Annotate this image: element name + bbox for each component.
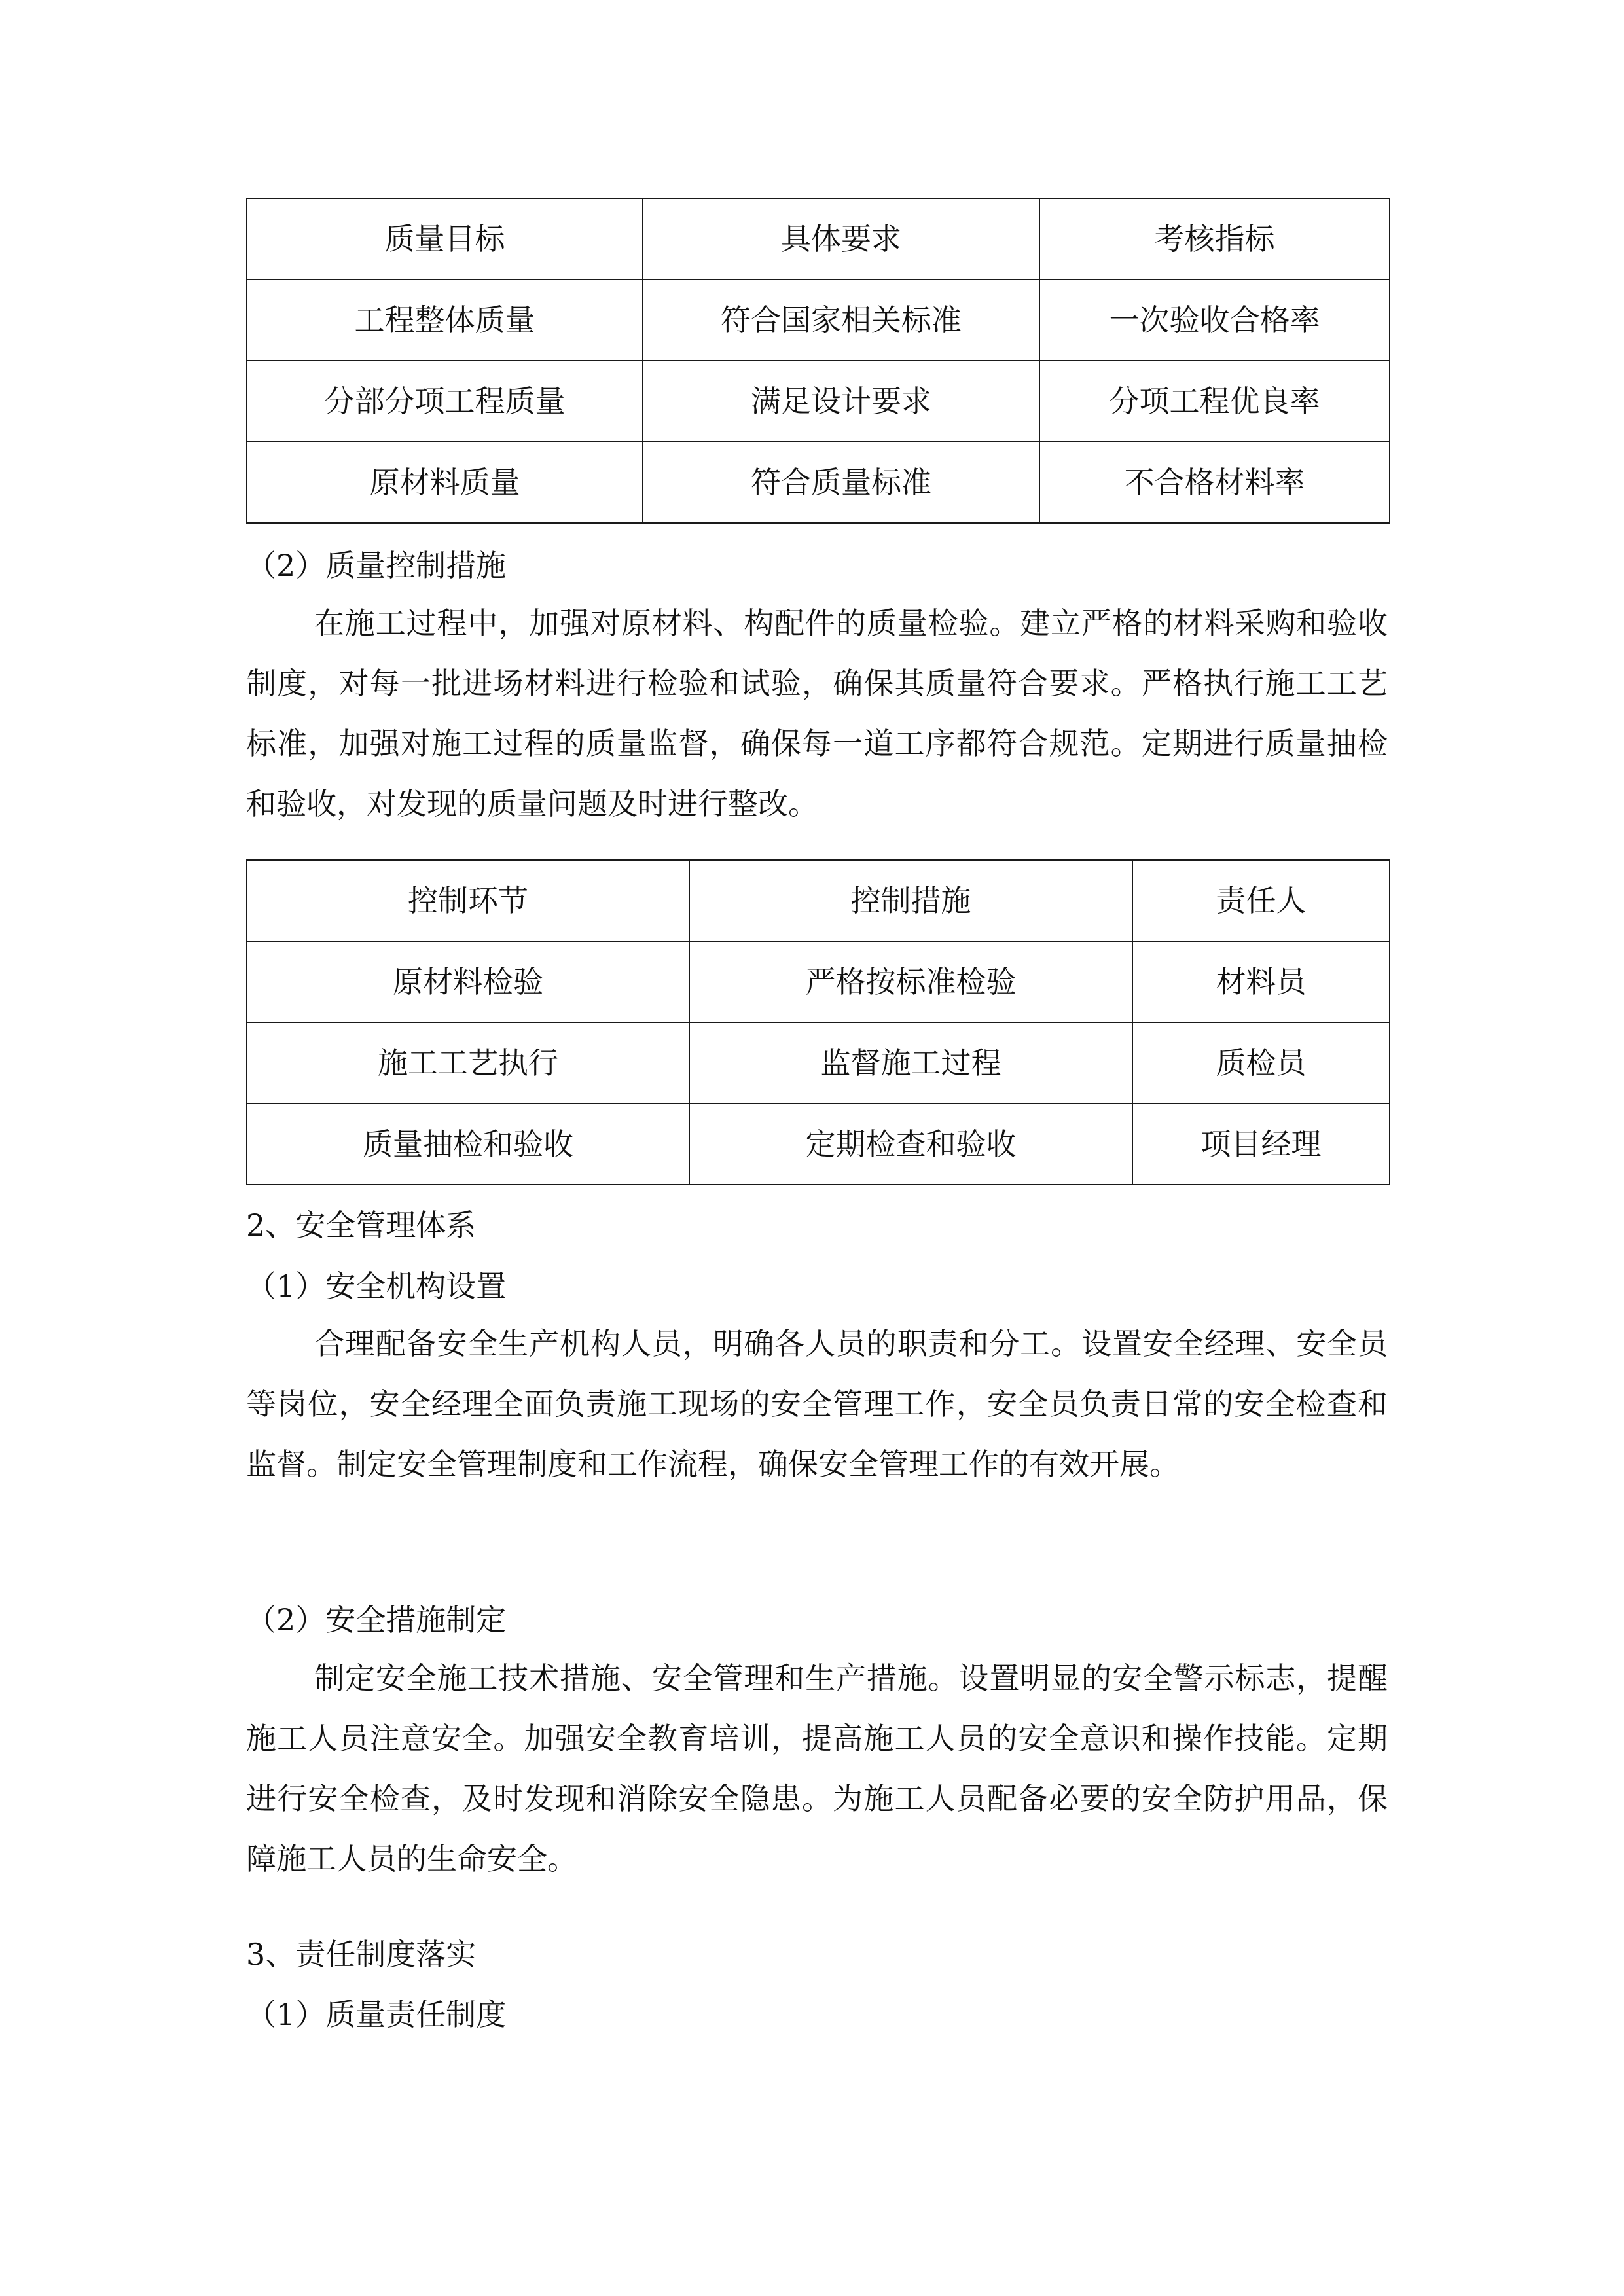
table-row — [247, 442, 1390, 523]
table-cell: 质量抽检和验收 — [247, 1103, 689, 1185]
table-cell: 定期检查和验收 — [689, 1103, 1132, 1185]
safety-system-heading: 2、安全管理体系 — [246, 1208, 477, 1243]
table-cell: 符合国家相关标准 — [643, 279, 1039, 361]
table-cell: 项目经理 — [1132, 1103, 1390, 1185]
table-cell: 一次验收合格率 — [1039, 279, 1390, 361]
table-cell: 符合质量标准 — [643, 442, 1039, 523]
table-header-cell: 控制措施 — [689, 860, 1132, 941]
safety-org-paragraph: 合理配备安全生产机构人员，明确各人员的职责和分工。设置安全经理、安全员等岗位，安全经理全面负责施工现场的安全管理工作，安全员负责日常的安全检查和监督。制定安全管理制度和工作流程，确保安全管理工作的有效开展。 — [246, 1326, 1388, 1482]
control-measures-table — [246, 859, 1390, 1185]
table-cell: 原材料检验 — [247, 941, 689, 1022]
table-cell: 原材料质量 — [247, 442, 643, 523]
table-cell: 质检员 — [1132, 1022, 1390, 1103]
table-header-cell: 考核指标 — [1039, 198, 1390, 279]
table-row — [247, 941, 1390, 1022]
table-cell: 分项工程优良率 — [1039, 361, 1390, 442]
table-header-cell: 控制环节 — [247, 860, 689, 941]
table-row — [247, 361, 1390, 442]
table-cell: 材料员 — [1132, 941, 1390, 1022]
quality-control-heading: （2）质量控制措施 — [246, 548, 507, 583]
table-cell: 监督施工过程 — [689, 1022, 1132, 1103]
quality-control-paragraph: 在施工过程中，加强对原材料、构配件的质量检验。建立严格的材料采购和验收制度，对每一批进场材料进行检验和试验，确保其质量符合要求。严格执行施工工艺标准，加强对施工过程的质量监督，确保每一道工序都符合规范。定期进行质量抽检和验收，对发现的质量问题及时进行整改。 — [246, 605, 1388, 821]
table-cell: 分部分项工程质量 — [247, 361, 643, 442]
table-row — [247, 1022, 1390, 1103]
table-header-row — [247, 860, 1390, 941]
table-cell: 严格按标准检验 — [689, 941, 1132, 1022]
safety-measures-paragraph: 制定安全施工技术措施、安全管理和生产措施。设置明显的安全警示标志，提醒施工人员注意安全。加强安全教育培训，提高施工人员的安全意识和操作技能。定期进行安全检查，及时发现和消除安全隐患。为施工人员配备必要的安全防护用品，保障施工人员的生命安全。 — [246, 1660, 1388, 1876]
table-header-cell: 质量目标 — [247, 198, 643, 279]
safety-measures-heading: （2）安全措施制定 — [246, 1602, 507, 1638]
table-header-cell: 责任人 — [1132, 860, 1390, 941]
safety-org-heading: （1）安全机构设置 — [246, 1268, 507, 1304]
table-cell: 工程整体质量 — [247, 279, 643, 361]
table-row — [247, 279, 1390, 361]
table-header-cell: 具体要求 — [643, 198, 1039, 279]
table-row — [247, 1103, 1390, 1185]
quality-responsibility-heading: （1）质量责任制度 — [246, 1997, 507, 2032]
table-cell: 不合格材料率 — [1039, 442, 1390, 523]
table-header-row — [247, 198, 1390, 279]
responsibility-heading: 3、责任制度落实 — [246, 1937, 477, 1972]
table-cell: 满足设计要求 — [643, 361, 1039, 442]
table-cell: 施工工艺执行 — [247, 1022, 689, 1103]
quality-targets-table — [246, 198, 1390, 524]
